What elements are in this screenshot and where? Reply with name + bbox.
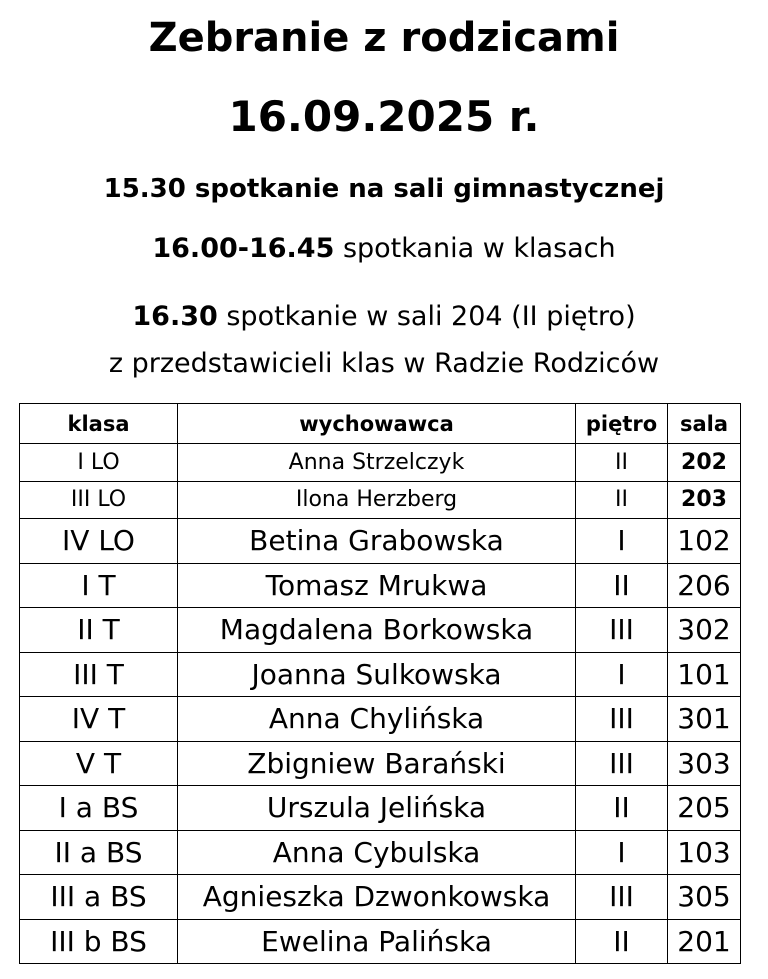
cell-wychowawca: Anna Chylińska [178,697,576,742]
cell-klasa: II a BS [20,830,178,875]
header-sala: sala [668,404,741,444]
table-row [20,919,741,964]
table-row [20,786,741,831]
cell-klasa: V T [20,741,178,786]
cell-wychowawca: Zbigniew Barański [178,741,576,786]
cell-sala: 101 [668,652,741,697]
table-row [20,697,741,742]
cell-wychowawca: Ewelina Palińska [178,919,576,964]
cell-wychowawca: Anna Strzelczyk [178,444,576,482]
table-row [20,444,741,482]
agenda-text: spotkanie w sali 204 (II piętro) [217,301,636,332]
cell-pietro: II [576,786,668,831]
table-row [20,519,741,564]
cell-pietro: II [576,481,668,519]
table-row [20,741,741,786]
cell-sala: 201 [668,919,741,964]
cell-wychowawca: Urszula Jelińska [178,786,576,831]
table-row [20,830,741,875]
cell-sala: 301 [668,697,741,742]
cell-wychowawca: Anna Cybulska [178,830,576,875]
agenda-text: spotkanie na sali gimnastycznej [185,174,665,204]
cell-wychowawca: Ilona Herzberg [178,481,576,519]
cell-sala: 206 [668,563,741,608]
cell-pietro: III [576,697,668,742]
table-header-row [20,404,741,444]
agenda-time: 16.00-16.45 [152,233,335,264]
cell-pietro: I [576,652,668,697]
cell-klasa: III b BS [20,919,178,964]
cell-klasa: III LO [20,481,178,519]
cell-sala: 302 [668,608,741,653]
cell-sala: 103 [668,830,741,875]
cell-pietro: III [576,741,668,786]
cell-pietro: III [576,875,668,920]
agenda-item-council-continuation: z przedstawicieli klas w Radzie Rodziców [108,348,660,379]
cell-wychowawca: Joanna Sulkowska [178,652,576,697]
table-row [20,652,741,697]
cell-klasa: III T [20,652,178,697]
cell-sala: 305 [668,875,741,920]
cell-klasa: I T [20,563,178,608]
header-klasa: klasa [20,404,178,444]
header-pietro: piętro [576,404,668,444]
cell-sala: 205 [668,786,741,831]
page-title: Zebranie z rodzicami [148,15,620,61]
table-row [20,875,741,920]
table-row [20,481,741,519]
agenda-time: 16.30 [132,301,218,332]
cell-klasa: III a BS [20,875,178,920]
cell-pietro: II [576,444,668,482]
cell-pietro: II [576,563,668,608]
agenda-item-classes [0,232,768,266]
table-row [20,608,741,653]
cell-klasa: IV LO [20,519,178,564]
header-wychowawca: wychowawca [178,404,576,444]
cell-pietro: II [576,919,668,964]
agenda-text: spotkania w klasach [334,233,616,264]
cell-klasa: I LO [20,444,178,482]
class-schedule-table [19,403,741,964]
table-row [20,563,741,608]
cell-sala: 203 [668,481,741,519]
cell-wychowawca: Betina Grabowska [178,519,576,564]
cell-sala: 202 [668,444,741,482]
cell-klasa: II T [20,608,178,653]
cell-klasa: IV T [20,697,178,742]
cell-pietro: I [576,830,668,875]
cell-wychowawca: Tomasz Mrukwa [178,563,576,608]
meeting-date: 16.09.2025 r. [228,92,540,141]
cell-wychowawca: Magdalena Borkowska [178,608,576,653]
cell-klasa: I a BS [20,786,178,831]
cell-sala: 102 [668,519,741,564]
agenda-item-council [0,300,768,334]
cell-pietro: III [576,608,668,653]
agenda-item-gym [0,172,768,206]
cell-wychowawca: Agnieszka Dzwonkowska [178,875,576,920]
cell-pietro: I [576,519,668,564]
agenda-time: 15.30 [103,174,186,204]
cell-sala: 303 [668,741,741,786]
